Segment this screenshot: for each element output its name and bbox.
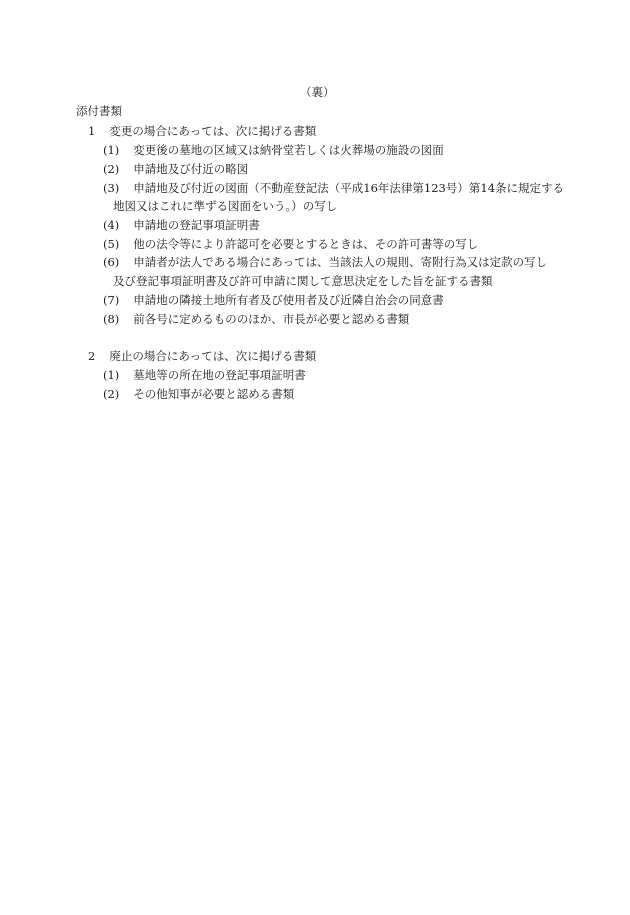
page-heading: （裏） [300,85,335,99]
item-text: 申請地の隣接土地所有者及び使用者及び近隣自治会の同意書 [133,293,444,307]
item-text: 前各号に定めるもののほか、市長が必要と認める書類 [133,312,410,326]
list-item-continuation: 及び登記事項証明書及び許可申請に関して意思決定をした旨を証する書類 [113,274,493,288]
item-number: (1) [103,368,120,382]
list-item [103,142,444,158]
item-number: (7) [103,293,120,307]
list-item [103,292,444,308]
list-item [103,367,306,383]
list-item [103,236,478,252]
item-text: 他の法令等により許認可を必要とするときは、その許可書等の写し [133,237,479,251]
list-item-continuation: 地図又はこれに準ずる図面をいう。）の写し [113,199,338,213]
list-item [103,161,248,177]
item-number: (5) [103,237,120,251]
list-item [103,254,547,270]
item-number: (6) [103,255,120,269]
section-number: 1 [88,124,96,138]
item-number: (3) [103,181,120,195]
list-item [103,311,409,327]
item-number: (4) [103,218,120,232]
section-text: 変更の場合にあっては、次に掲げる書類 [109,124,317,138]
item-text: 墓地等の所在地の登記事項証明書 [133,368,306,382]
item-text: 申請地の登記事項証明書 [133,218,260,232]
item-number: (2) [103,162,120,176]
document-title: 添付書類 [76,104,122,118]
item-text: 申請者が法人である場合にあっては、当該法人の規則、寄附行為又は定款の写し [133,255,548,269]
item-text: 変更後の墓地の区域又は納骨堂若しくは火葬場の施設の図面 [133,143,444,157]
item-text: 申請地及び付近の図面（不動産登記法（平成16年法律第123号）第14条に規定する [133,181,565,195]
item-text: その他知事が必要と認める書類 [133,387,295,401]
item-number: (8) [103,312,120,326]
list-item [103,386,294,402]
section-text: 廃止の場合にあっては、次に掲げる書類 [109,349,317,363]
section-1 [88,123,316,139]
item-number: (1) [103,143,120,157]
list-item [103,180,564,196]
section-2 [88,348,316,364]
list-item [103,217,260,233]
item-number: (2) [103,387,120,401]
section-number: 2 [88,349,96,363]
item-text: 申請地及び付近の略図 [133,162,249,176]
